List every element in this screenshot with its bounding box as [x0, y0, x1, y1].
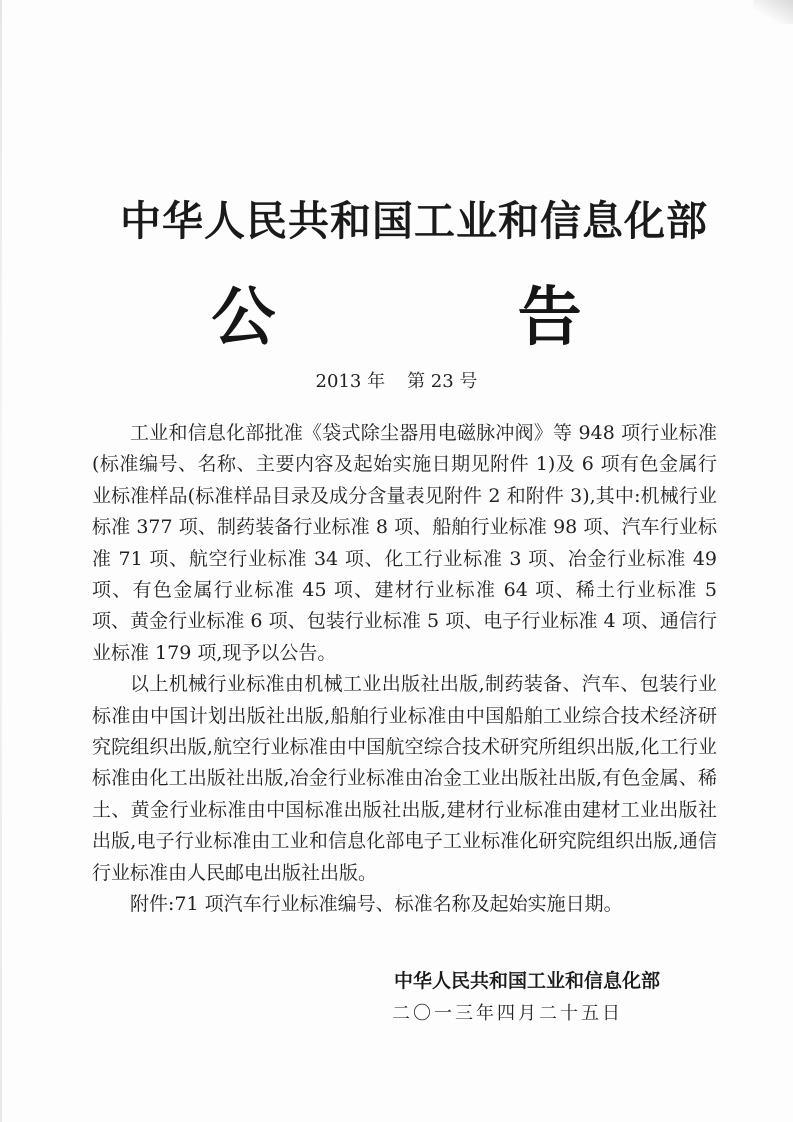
document-year: 2013 年	[315, 371, 386, 392]
announcement-body	[92, 418, 717, 921]
body-paragraph-attachment: 附件:71 项汽车行业标准编号、标准名称及起始实施日期。	[130, 893, 623, 916]
scan-corner-shadow	[753, 0, 793, 24]
body-paragraph-1: 工业和信息化部批准《袋式除尘器用电磁脉冲阀》等 948 项行业标准(标准编号、名称、主要内容及起始实施日期见附件 1)及 6 项有色金属行业标准样品(标准样品目录及成分含量表见附件 2 和附件 3),其中:机械行业标准 377 项、制药装备行业标准 8 项、船舶行业标准 98 项、汽车行业标准 71 项、航空行业标准 34 项、化工行业标准 3 项、冶金行业标准 49 项、有色金属行业标准 45 项、建材行业标准 64 项、稀土行业标准 5 项、黄金行业标准 6 项、包装行业标准 5 项、电子行业标准 4 项、通信行业标准 179 项,现予以公告。	[92, 422, 717, 664]
document-serial: 第 23 号	[407, 371, 478, 392]
scan-edge	[0, 0, 2, 1122]
body-paragraph-2: 以上机械行业标准由机械工业出版社出版,制药装备、汽车、包装行业标准由中国计划出版社出版,船舶行业标准由中国船舶工业综合技术经济研究院组织出版,航空行业标准由中国航空综合技术研究所组织出版,化工行业标准由化工出版社出版,冶金行业标准由冶金工业出版社出版,有色金属、稀土、黄金行业标准由中国标准出版社出版,建材行业标准由建材工业出版社出版,电子行业标准由工业和信息化部电子工业标准化研究院组织出版,通信行业标准由人民邮电出版社出版。	[92, 673, 717, 884]
signature-organization: 中华人民共和国工业和信息化部	[393, 970, 660, 992]
signature-date: 二〇一三年四月二十五日	[392, 1003, 623, 1024]
document-number	[0, 367, 793, 393]
announcement-title: 公 告	[211, 280, 692, 355]
issuing-organization-header: 中华人民共和国工业和信息化部	[120, 197, 708, 245]
